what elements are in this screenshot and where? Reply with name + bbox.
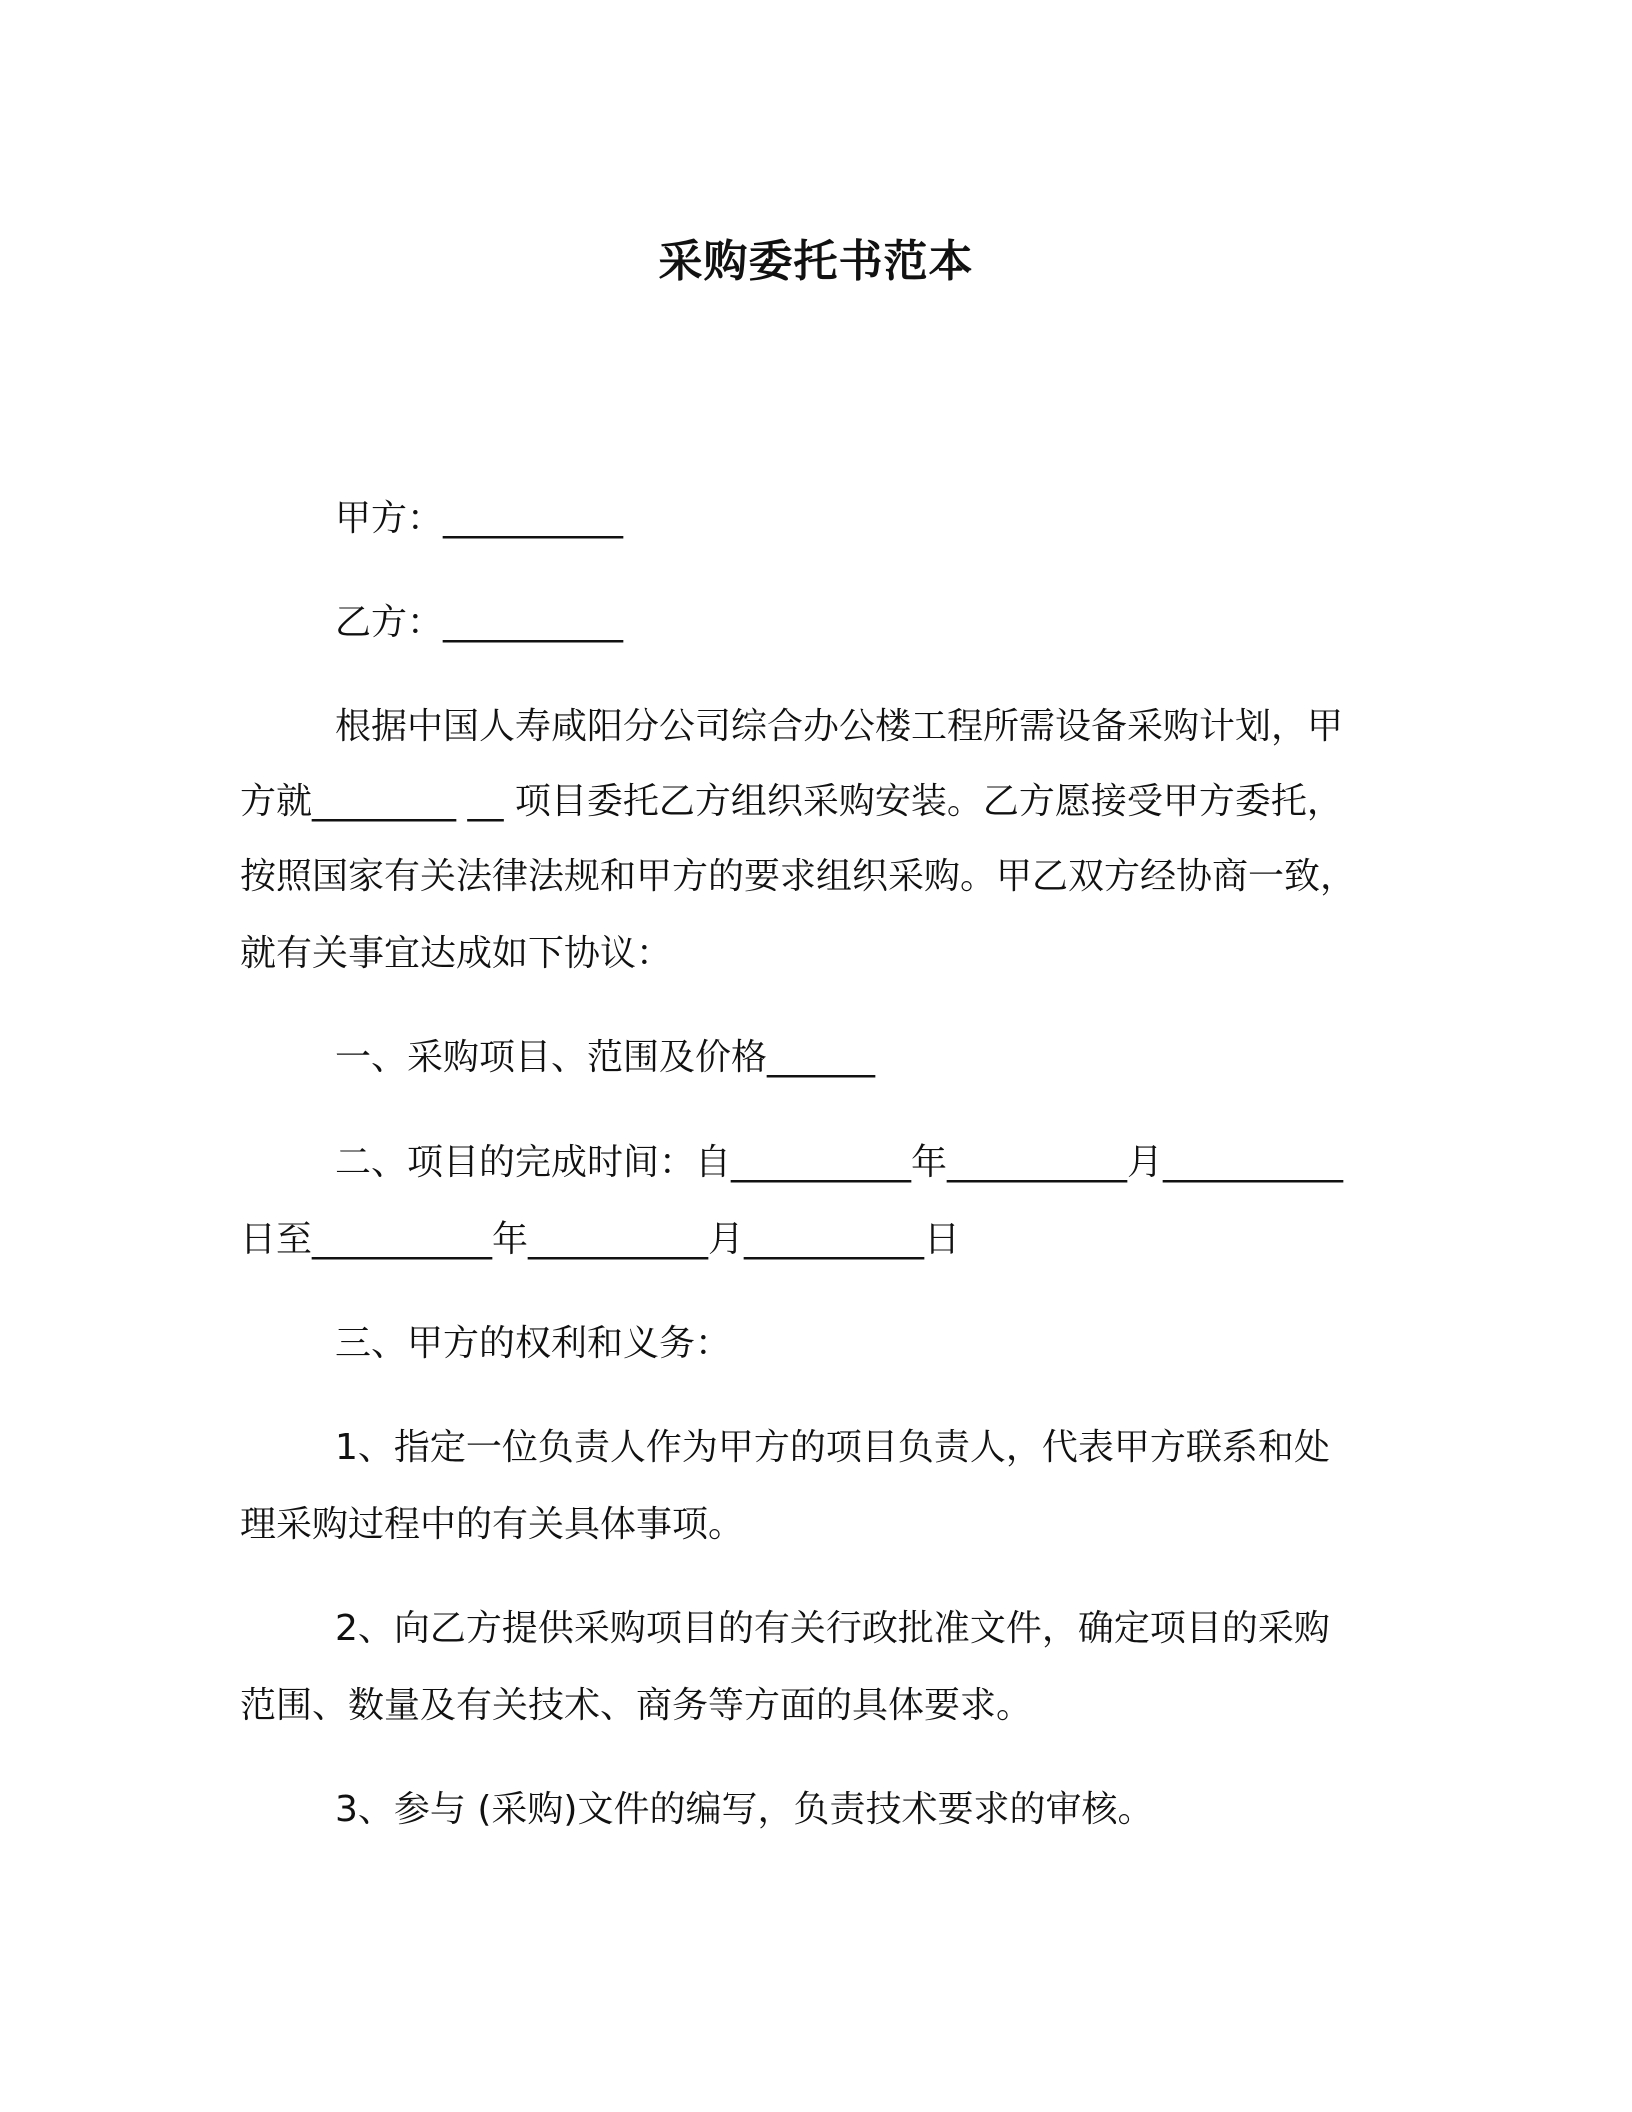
- clause-2-line-2: 范围、数量及有关技术、商务等方面的具体要求。: [240, 1685, 1033, 1726]
- section-3-heading: 三、甲方的权利和义务：: [335, 1323, 732, 1364]
- clause-1-line-1: 1、指定一位负责人作为甲方的项目负责人，代表甲方联系和处: [335, 1427, 1330, 1468]
- clause-2-line-1: 2、向乙方提供采购项目的有关行政批准文件，确定项目的采购: [335, 1608, 1330, 1649]
- intro-line-1: 根据中国人寿咸阳分公司综合办公楼工程所需设备采购计划，甲: [335, 706, 1344, 747]
- party-b-line: 乙方：__________: [335, 602, 624, 643]
- section-1-heading: 一、采购项目、范围及价格______: [335, 1037, 876, 1078]
- document-title: 采购委托书范本: [658, 236, 974, 287]
- clause-1-line-2: 理采购过程中的有关具体事项。: [240, 1504, 745, 1545]
- intro-line-3: 按照国家有关法律法规和甲方的要求组织采购。甲乙双方经协商一致，: [240, 856, 1357, 897]
- party-a-line: 甲方：__________: [335, 498, 624, 539]
- section-2-line-1: 二、项目的完成时间：自__________年__________月__________: [335, 1142, 1344, 1183]
- intro-line-2: 方就________ __ 项目委托乙方组织采购安装。乙方愿接受甲方委托，: [240, 781, 1343, 822]
- section-2-line-2: 日至__________年__________月__________日: [240, 1219, 960, 1260]
- intro-line-4: 就有关事宜达成如下协议：: [240, 933, 673, 974]
- clause-3-line: 3、参与 (采购)文件的编写，负责技术要求的审核。: [335, 1789, 1154, 1830]
